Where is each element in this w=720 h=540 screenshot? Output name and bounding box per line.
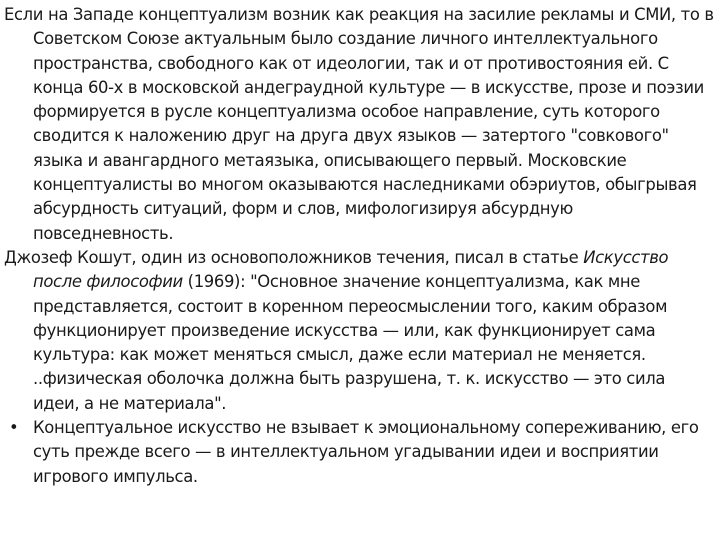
- bullet-item-text: Концептуальное искусство не взывает к эмоциональному сопереживанию, его суть прежде всего — в интеллектуальном угадывании идеи и восприятии игрового импульса.: [33, 418, 699, 486]
- bullet-marker: •: [9, 418, 19, 438]
- paragraph-kosuth-quote: [4, 246, 714, 416]
- kosuth-text-after: (1969): "Основное значение концептуализма, как мне представляется, состоит в коренном переосмыслении того, каким образом функционирует произведение искусства — или, как функционирует сама культура: как может меняться смысл, даже если материал не меняется. ..физическая оболочка должна быть разрушена, т. к. искусство — это сила идеи, а не материала".: [33, 272, 668, 413]
- kosuth-text-before: Джозеф Кошут, один из основоположников течения, писал в статье: [4, 247, 584, 267]
- article-title: Искусство после философии: [33, 247, 669, 292]
- bullet-item: [4, 416, 714, 489]
- paragraph-concept-origins: Если на Западе концептуализм возник как реакция на засилие рекламы и СМИ, то в Советском Союзе актуальным было создание личного интеллектуального пространства, свободного как от идеологии, так и от противостояния ей. С конца 60-х в московской андеграудной культуре — в искусстве, прозе и поэзии формируется в русле концептуализма особое направление, суть которого сводится к наложению друг на друга двух языков — затертого "совкового" языка и авангардного метаязыка, описывающего первый. Московские концептуалисты во многом оказываются наследниками обэриутов, обыгрывая абсурдность ситуаций, форм и слов, мифологизируя абсурдную повседневность.: [4, 5, 714, 243]
